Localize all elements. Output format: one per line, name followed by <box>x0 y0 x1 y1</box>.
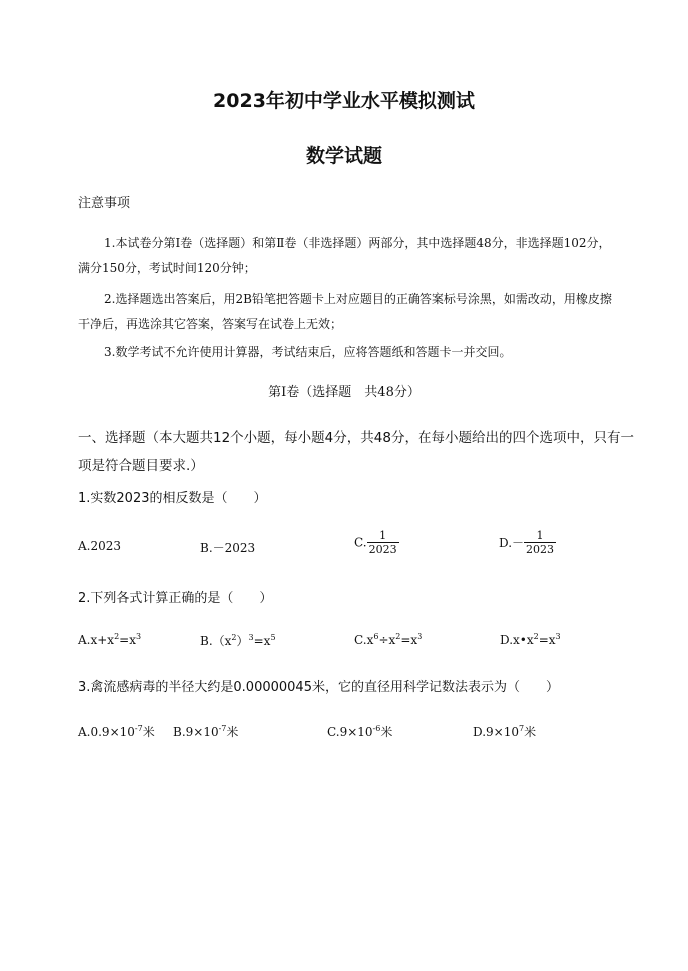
q3-b-exp: -7 <box>218 724 227 733</box>
q2-c-div: ÷x <box>378 633 396 647</box>
q3-c-exp: -6 <box>372 724 381 733</box>
q3-c-unit: 米 <box>380 725 393 739</box>
question-1-stem: 1.实数2023的相反数是（ ） <box>78 491 267 506</box>
exam-title: 2023年初中学业水平模拟测试 <box>213 90 475 112</box>
question-2-stem: 2.下列各式计算正确的是（ ） <box>78 591 273 606</box>
q2-b-exp3: 5 <box>270 633 276 642</box>
part1-title: 第Ⅰ卷（选择题 共48分） <box>268 385 420 400</box>
fraction-numerator: 1 <box>379 529 387 542</box>
q2-a-exp1: 2 <box>114 632 120 641</box>
section1-heading: 一、选择题（本大题共12个小题，每小题4分，共48分，在每小题给出的四个选项中，只有一项是符合题目要求.） <box>78 430 634 474</box>
notice-item-1: 1.本试卷分第Ⅰ卷（选择题）和第Ⅱ卷（非选择题）两部分，其中选择题48分，非选择题102分，满分150分，考试时间120分钟； <box>78 236 611 275</box>
q3-d-base: D.9×10 <box>473 725 519 739</box>
q1-option-a: A.2023 <box>78 539 122 553</box>
q2-c-exp2: 2 <box>395 632 401 641</box>
q1-option-d <box>499 529 556 556</box>
q2-option-a <box>78 632 141 647</box>
q2-c-eq: =x <box>400 633 418 647</box>
q2-option-c <box>354 632 422 647</box>
q2-a-eq: =x <box>119 633 136 647</box>
question-3-stem: 3.禽流感病毒的半径大约是0.00000045米，它的直径用科学记数法表示为（ ） <box>78 680 559 695</box>
q2-b-mid: ） <box>236 634 249 648</box>
q2-d-base: D.x•x <box>500 633 534 647</box>
q3-d-unit: 米 <box>524 725 537 739</box>
q2-b-exp1: 2 <box>231 633 237 642</box>
q1-option-c <box>354 529 399 556</box>
q3-b-base: B.9×10 <box>173 725 219 739</box>
q2-d-eq: =x <box>538 633 556 647</box>
q2-c-exp3: 3 <box>417 632 423 641</box>
q3-d-exp: 7 <box>518 724 525 733</box>
q2-option-d <box>500 632 561 647</box>
fraction-denominator: 2023 <box>368 543 397 556</box>
q3-a-base: A.0.9×10 <box>78 725 135 739</box>
q1-option-d-fraction <box>524 529 556 556</box>
q2-d-exp1: 2 <box>533 632 539 641</box>
q3-a-unit: 米 <box>142 725 155 739</box>
q2-d-exp2: 3 <box>555 632 561 641</box>
q2-b-exp2: 3 <box>248 633 254 642</box>
q3-option-a <box>78 723 155 740</box>
exam-subtitle: 数学试题 <box>305 145 382 167</box>
q3-option-c <box>327 723 392 740</box>
notice-item-3: 3.数学考试不允许使用计算器，考试结束后，应将答题纸和答题卡一并交回。 <box>104 345 512 359</box>
q1-option-b: B.－2023 <box>200 541 256 555</box>
notice-heading: 注意事项 <box>78 196 131 211</box>
q3-a-exp: -7 <box>134 724 143 733</box>
q2-option-b <box>200 632 276 649</box>
q1-option-c-fraction <box>367 529 399 556</box>
q2-b-pre: B.（x <box>200 634 232 648</box>
q2-a-exp2: 3 <box>136 632 142 641</box>
q2-c-base: C.x <box>354 633 374 647</box>
q2-c-exp1: 6 <box>373 632 379 641</box>
fraction-denominator: 2023 <box>526 543 555 556</box>
q3-b-unit: 米 <box>226 725 239 739</box>
q3-option-d <box>473 723 536 740</box>
q3-option-b <box>173 723 238 740</box>
fraction-numerator: 1 <box>536 529 544 542</box>
q2-a-base: A.x+x <box>78 633 115 647</box>
q3-c-base: C.9×10 <box>327 725 373 739</box>
q1-option-d-label: D.－ <box>499 536 525 550</box>
q2-b-eq: =x <box>253 634 271 648</box>
notice-item-2: 2.选择题选出答案后，用2B铅笔把答题卡上对应题目的正确答案标号涂黑，如需改动，用橡皮擦干净后，再选涂其它答案，答案写在试卷上无效； <box>78 292 612 331</box>
q1-option-c-label: C. <box>354 535 367 550</box>
